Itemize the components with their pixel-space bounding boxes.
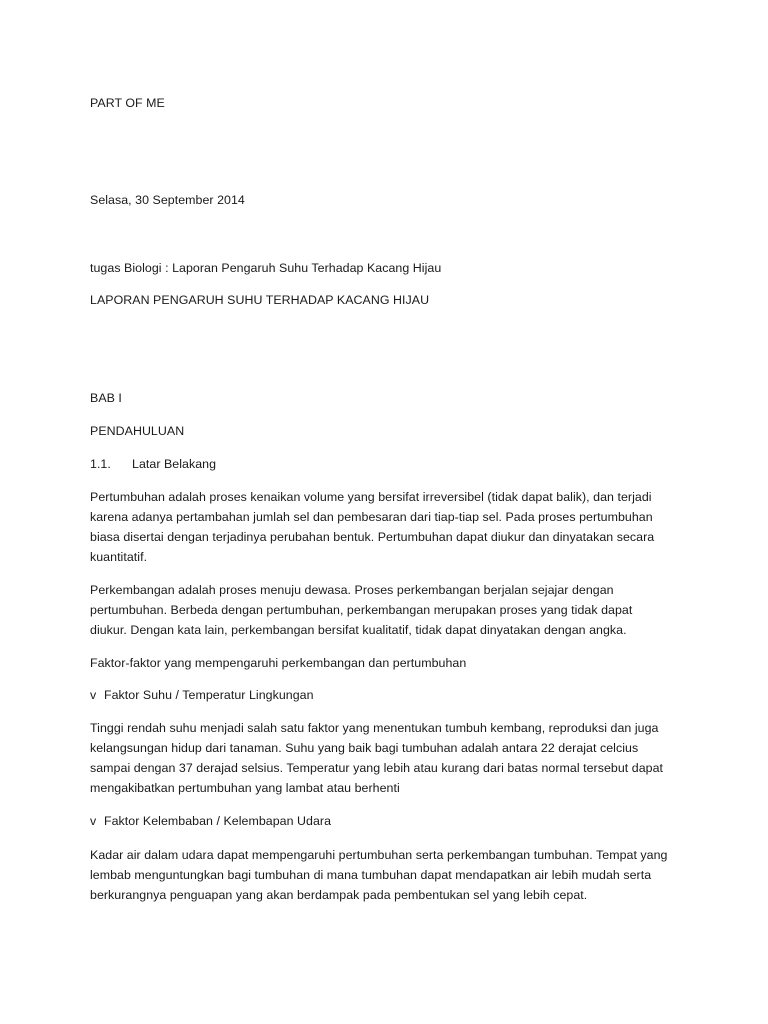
section-heading [90, 454, 216, 474]
paragraph-growth [90, 487, 690, 567]
paragraph-line: mengakibatkan pertumbuhan yang lambat atau berhenti [90, 781, 400, 795]
report-title: LAPORAN PENGARUH SUHU TERHADAP KACANG HIJAU [90, 293, 430, 307]
factors-intro: Faktor-faktor yang mempengaruhi perkembangan dan pertumbuhan [90, 656, 467, 670]
post-heading: tugas Biologi : Laporan Pengaruh Suhu Terhadap Kacang Hijau [90, 261, 442, 275]
bullet-icon: v [90, 814, 97, 828]
factor-humidity-heading [90, 811, 331, 831]
factor-temperature-title: Faktor Suhu / Temperatur Lingkungan [104, 688, 314, 702]
post-date: Selasa, 30 September 2014 [90, 193, 245, 207]
paragraph-line: Kadar air dalam udara dapat mempengaruhi pertumbuhan serta perkembangan tumbuhan. Tempat yang [90, 848, 668, 862]
paragraph-humidity [90, 845, 690, 905]
paragraph-line: biasa disertai dengan terjadinya perubahan bentuk. Pertumbuhan dapat diukur dan dinyatakan secara [90, 530, 655, 544]
factor-temperature-heading [90, 685, 314, 705]
section-title: Latar Belakang [132, 457, 217, 471]
bullet-icon: v [90, 688, 97, 702]
paragraph-line: kelangsungan hidup dari tanaman. Suhu yang baik bagi tumbuhan adalah antara 22 derajat celcius [90, 741, 639, 755]
chapter-title: PENDAHULUAN [90, 424, 185, 438]
blog-title: PART OF ME [90, 96, 165, 110]
paragraph-line: karena adanya pertambahan jumlah sel dan pembesaran dari tiap-tiap sel. Pada proses pertumbuhan [90, 510, 653, 524]
paragraph-line: lembab menguntungkan bagi tumbuhan di mana tumbuhan dapat mendapatkan air lebih mudah serta [90, 868, 652, 882]
paragraph-temperature [90, 718, 690, 798]
paragraph-line: Perkembangan adalah proses menuju dewasa. Proses perkembangan berjalan sejajar dengan [90, 583, 614, 597]
paragraph-line: Tinggi rendah suhu menjadi salah satu faktor yang menentukan tumbuh kembang, reproduksi dan juga [90, 721, 659, 735]
paragraph-development [90, 580, 690, 640]
section-number: 1.1. [90, 457, 111, 471]
paragraph-line: diukur. Dengan kata lain, perkembangan bersifat kualitatif, tidak dapat dinyatakan dengan angka. [90, 623, 627, 637]
chapter-label: BAB I [90, 391, 122, 405]
factor-humidity-title: Faktor Kelembaban / Kelembapan Udara [104, 814, 332, 828]
paragraph-line: berkurangnya penguapan yang akan berdampak pada pembentukan sel yang lebih cepat. [90, 888, 588, 902]
paragraph-line: Pertumbuhan adalah proses kenaikan volume yang bersifat irreversibel (tidak dapat balik), dan terjadi [90, 490, 652, 504]
paragraph-line: sampai dengan 37 derajad selsius. Temperatur yang lebih atau kurang dari batas normal tersebut dapat [90, 761, 664, 775]
paragraph-line: pertumbuhan. Berbeda dengan pertumbuhan, perkembangan merupakan proses yang tidak dapat [90, 603, 633, 617]
paragraph-line: kuantitatif. [90, 550, 148, 564]
